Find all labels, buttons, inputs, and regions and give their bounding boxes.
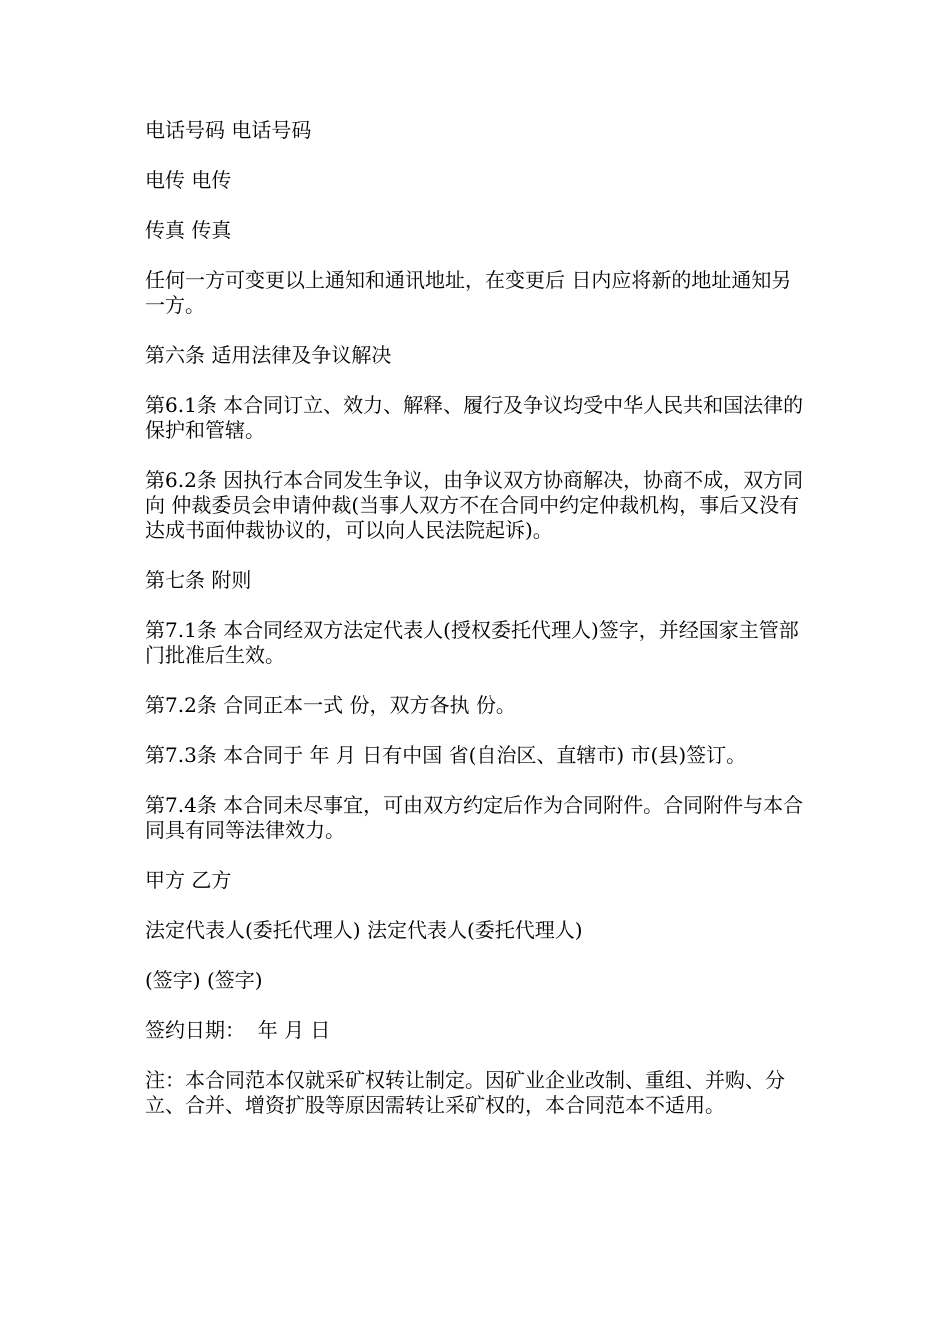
fax-line: 传真 传真 (145, 218, 232, 242)
clause-6-1: 第6.1条 本合同订立、效力、解释、履行及争议均受中华人民共和国法律的保护和管辖。 (145, 393, 804, 442)
signing-date-line: 签约日期： 年 月 日 (145, 1018, 331, 1042)
note-paragraph: 注：本合同范本仅就采矿权转让制定。因矿业企业改制、重组、并购、分立、合并、增资扩股等原因需转让采矿权的，本合同范本不适用。 (145, 1068, 785, 1117)
document-page (145, 118, 810, 1143)
clause-7-1: 第7.1条 本合同经双方法定代表人(授权委托代理人)签字，并经国家主管部门批准后生效。 (145, 618, 799, 667)
telex-line: 电传 电传 (145, 168, 232, 192)
clause-6-2: 第6.2条 因执行本合同发生争议，由争议双方协商解决，协商不成，双方同向 仲裁委员会申请仲裁(当事人双方不在合同中约定仲裁机构，事后又没有达成书面仲裁协议的，可以向人民法院起诉)。 (145, 468, 804, 542)
article-7-heading: 第七条 附则 (145, 568, 252, 592)
phone-line: 电话号码 电话号码 (145, 118, 312, 142)
clause-7-2: 第7.2条 合同正本一式 份，双方各执 份。 (145, 693, 516, 717)
parties-line: 甲方 乙方 (145, 868, 232, 892)
clause-7-3: 第7.3条 本合同于 年 月 日有中国 省(自治区、直辖市) 市(县)签订。 (145, 743, 747, 767)
clause-7-4: 第7.4条 本合同未尽事宜，可由双方约定后作为合同附件。合同附件与本合同具有同等法律效力。 (145, 793, 804, 842)
representatives-line: 法定代表人(委托代理人) 法定代表人(委托代理人) (145, 918, 583, 942)
address-change-clause: 任何一方可变更以上通知和通讯地址，在变更后 日内应将新的地址通知另一方。 (145, 268, 792, 317)
article-6-heading: 第六条 适用法律及争议解决 (145, 343, 392, 367)
signature-line: (签字) (签字) (145, 968, 263, 992)
